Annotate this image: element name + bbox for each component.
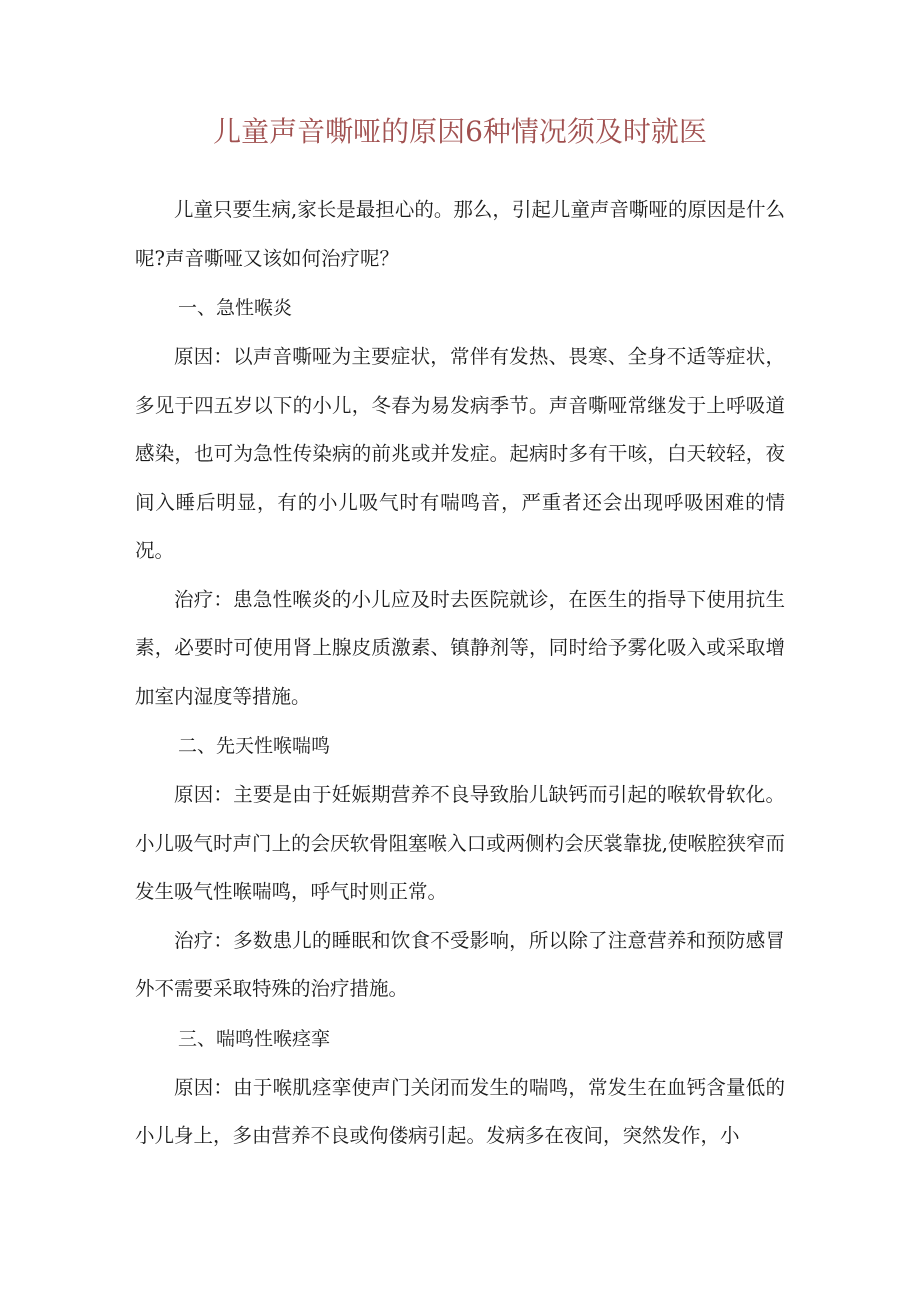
intro-paragraph: 儿童只要生病,家长是最担心的。那么，引起儿童声音嘶哑的原因是什么呢?声音嘶哑又该如何治疗呢？	[135, 198, 785, 270]
section-treatment-paragraph: 治疗：患急性喉炎的小儿应及时去医院就诊，在医生的指导下使用抗生素，必要时可使用肾上腺皮质激素、镇静剂等，同时给予雾化吸入或采取增加室内湿度等措施。	[135, 587, 785, 708]
document-title: 儿童声音嘶哑的原因6种情况须及时就医	[213, 115, 707, 148]
section-cause-paragraph: 原因：由于喉肌痉挛使声门关闭而发生的喘鸣，常发生在血钙含量低的小儿身上，多由营养不良或佝偻病引起。发病多在夜间，突然发作，小	[135, 1075, 785, 1147]
section-cause-paragraph: 原因：以声音嘶哑为主要症状，常伴有发热、畏寒、全身不适等症状，多见于四五岁以下的小儿，冬春为易发病季节。声音嘶哑常继发于上呼吸道感染，也可为急性传染病的前兆或并发症。起病时多有干咳，白天较轻，夜间入睡后明显，有的小儿吸气时有喘鸣音，严重者还会出现呼吸困难的情况。	[135, 345, 785, 562]
section-heading-acute-laryngitis: 一、急性喉炎	[178, 297, 293, 319]
document-body	[135, 186, 785, 1161]
section-cause-paragraph: 原因：主要是由于妊娠期营养不良导致胎儿缺钙而引起的喉软骨软化。小儿吸气时声门上的会厌软骨阻塞喉入口或两侧杓会厌裳靠拢,使喉腔狭窄而发生吸气性喉喘鸣，呼气时则正常。	[135, 783, 785, 903]
section-heading-congenital-stridor: 二、先天性喉喘鸣	[178, 735, 331, 757]
section-heading-laryngospasm: 三、喘鸣性喉痉挛	[178, 1027, 331, 1050]
section-treatment-paragraph: 治疗：多数患儿的睡眠和饮食不受影响，所以除了注意营养和预防感冒外不需要采取特殊的治疗措施。	[135, 928, 785, 1000]
